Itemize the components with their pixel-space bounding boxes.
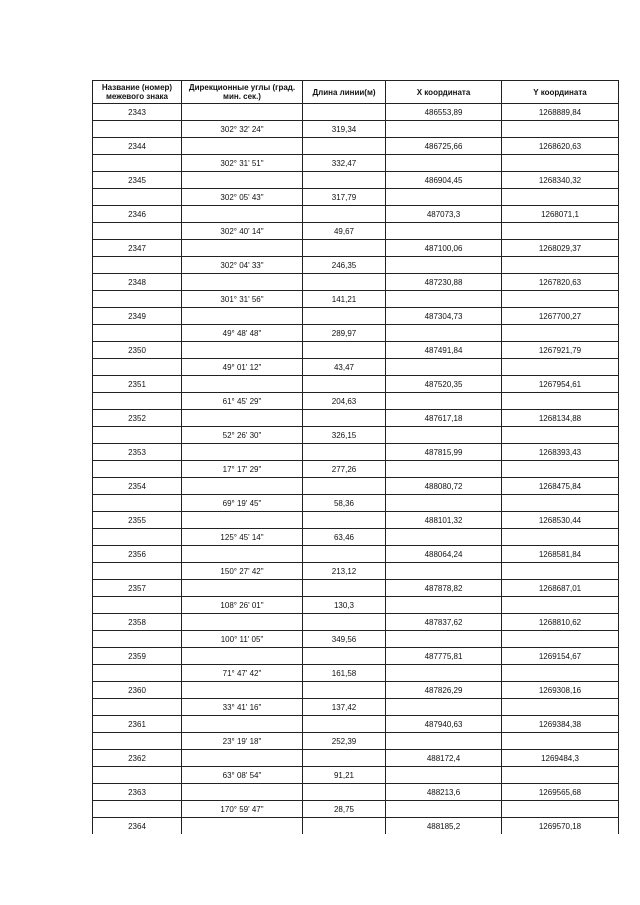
segment-length: 289,97 bbox=[303, 325, 386, 342]
empty-cell bbox=[502, 359, 619, 376]
segment-angle: 125° 45' 14" bbox=[182, 529, 303, 546]
segment-length: 213,12 bbox=[303, 563, 386, 580]
segment-angle: 61° 45' 29" bbox=[182, 393, 303, 410]
empty-cell bbox=[303, 818, 386, 835]
empty-cell bbox=[182, 104, 303, 121]
empty-cell bbox=[182, 478, 303, 495]
empty-cell bbox=[182, 308, 303, 325]
point-x: 486725,66 bbox=[386, 138, 502, 155]
empty-cell bbox=[386, 767, 502, 784]
segment-length: 137,42 bbox=[303, 699, 386, 716]
empty-cell bbox=[502, 427, 619, 444]
point-row bbox=[93, 818, 619, 835]
point-name: 2346 bbox=[93, 206, 182, 223]
segment-row bbox=[93, 393, 619, 410]
segment-angle: 108° 26' 01" bbox=[182, 597, 303, 614]
empty-cell bbox=[93, 291, 182, 308]
point-y: 1268475,84 bbox=[502, 478, 619, 495]
segment-row bbox=[93, 257, 619, 274]
segment-row bbox=[93, 801, 619, 818]
segment-angle: 17° 17' 29" bbox=[182, 461, 303, 478]
empty-cell bbox=[93, 189, 182, 206]
point-y: 1268340,32 bbox=[502, 172, 619, 189]
segment-length: 349,56 bbox=[303, 631, 386, 648]
point-row bbox=[93, 614, 619, 631]
point-row bbox=[93, 240, 619, 257]
segment-row bbox=[93, 223, 619, 240]
empty-cell bbox=[303, 750, 386, 767]
point-x: 487520,35 bbox=[386, 376, 502, 393]
empty-cell bbox=[303, 342, 386, 359]
point-row bbox=[93, 546, 619, 563]
point-x: 488185,2 bbox=[386, 818, 502, 835]
empty-cell bbox=[386, 427, 502, 444]
header-length: Длина линии(м) bbox=[303, 81, 386, 104]
segment-row bbox=[93, 291, 619, 308]
empty-cell bbox=[502, 223, 619, 240]
point-y: 1269384,38 bbox=[502, 716, 619, 733]
point-x: 487100,06 bbox=[386, 240, 502, 257]
point-x: 487837,62 bbox=[386, 614, 502, 631]
point-name: 2347 bbox=[93, 240, 182, 257]
point-row bbox=[93, 274, 619, 291]
point-y: 1268581,84 bbox=[502, 546, 619, 563]
segment-angle: 302° 32' 24" bbox=[182, 121, 303, 138]
point-name: 2363 bbox=[93, 784, 182, 801]
segment-length: 246,35 bbox=[303, 257, 386, 274]
segment-length: 63,46 bbox=[303, 529, 386, 546]
point-x: 487815,99 bbox=[386, 444, 502, 461]
empty-cell bbox=[182, 444, 303, 461]
point-name: 2343 bbox=[93, 104, 182, 121]
segment-row bbox=[93, 665, 619, 682]
empty-cell bbox=[182, 614, 303, 631]
empty-cell bbox=[303, 580, 386, 597]
point-y: 1269570,18 bbox=[502, 818, 619, 835]
point-row bbox=[93, 308, 619, 325]
header-y: Y координата bbox=[502, 81, 619, 104]
segment-angle: 301° 31' 56" bbox=[182, 291, 303, 308]
empty-cell bbox=[93, 393, 182, 410]
empty-cell bbox=[93, 563, 182, 580]
empty-cell bbox=[502, 631, 619, 648]
segment-row bbox=[93, 733, 619, 750]
empty-cell bbox=[93, 801, 182, 818]
point-x: 487826,29 bbox=[386, 682, 502, 699]
empty-cell bbox=[182, 172, 303, 189]
empty-cell bbox=[386, 733, 502, 750]
empty-cell bbox=[303, 274, 386, 291]
segment-angle: 33° 41' 16" bbox=[182, 699, 303, 716]
point-name: 2349 bbox=[93, 308, 182, 325]
empty-cell bbox=[182, 750, 303, 767]
empty-cell bbox=[303, 308, 386, 325]
empty-cell bbox=[93, 597, 182, 614]
segment-row bbox=[93, 529, 619, 546]
empty-cell bbox=[303, 478, 386, 495]
point-y: 1267820,63 bbox=[502, 274, 619, 291]
point-row bbox=[93, 580, 619, 597]
point-name: 2364 bbox=[93, 818, 182, 835]
segment-row bbox=[93, 563, 619, 580]
empty-cell bbox=[386, 325, 502, 342]
empty-cell bbox=[502, 393, 619, 410]
empty-cell bbox=[93, 325, 182, 342]
header-x: X координата bbox=[386, 81, 502, 104]
header-angle: Дирекционные углы (град. мин. сек.) bbox=[182, 81, 303, 104]
empty-cell bbox=[303, 444, 386, 461]
point-y: 1268071,1 bbox=[502, 206, 619, 223]
segment-angle: 69° 19' 45" bbox=[182, 495, 303, 512]
empty-cell bbox=[182, 716, 303, 733]
segment-row bbox=[93, 495, 619, 512]
point-y: 1268620,63 bbox=[502, 138, 619, 155]
empty-cell bbox=[93, 461, 182, 478]
point-row bbox=[93, 750, 619, 767]
point-y: 1267954,61 bbox=[502, 376, 619, 393]
segment-row bbox=[93, 699, 619, 716]
segment-angle: 52° 26' 30" bbox=[182, 427, 303, 444]
empty-cell bbox=[93, 495, 182, 512]
empty-cell bbox=[502, 767, 619, 784]
empty-cell bbox=[303, 206, 386, 223]
empty-cell bbox=[386, 393, 502, 410]
segment-row bbox=[93, 155, 619, 172]
empty-cell bbox=[182, 648, 303, 665]
segment-angle: 63° 08' 54" bbox=[182, 767, 303, 784]
segment-angle: 302° 05' 43" bbox=[182, 189, 303, 206]
segment-angle: 302° 31' 51" bbox=[182, 155, 303, 172]
empty-cell bbox=[182, 240, 303, 257]
boundary-table-sheet bbox=[92, 80, 613, 834]
empty-cell bbox=[386, 189, 502, 206]
point-x: 488064,24 bbox=[386, 546, 502, 563]
point-name: 2357 bbox=[93, 580, 182, 597]
boundary-points-table bbox=[92, 80, 619, 834]
empty-cell bbox=[93, 631, 182, 648]
segment-angle: 302° 40' 14" bbox=[182, 223, 303, 240]
empty-cell bbox=[303, 716, 386, 733]
segment-angle: 302° 04' 33" bbox=[182, 257, 303, 274]
segment-length: 161,58 bbox=[303, 665, 386, 682]
segment-length: 43,47 bbox=[303, 359, 386, 376]
point-row bbox=[93, 444, 619, 461]
empty-cell bbox=[303, 376, 386, 393]
empty-cell bbox=[303, 172, 386, 189]
empty-cell bbox=[386, 529, 502, 546]
empty-cell bbox=[386, 291, 502, 308]
segment-angle: 71° 47' 42" bbox=[182, 665, 303, 682]
empty-cell bbox=[502, 291, 619, 308]
point-name: 2361 bbox=[93, 716, 182, 733]
point-name: 2353 bbox=[93, 444, 182, 461]
segment-length: 49,67 bbox=[303, 223, 386, 240]
segment-row bbox=[93, 631, 619, 648]
empty-cell bbox=[93, 223, 182, 240]
empty-cell bbox=[502, 801, 619, 818]
empty-cell bbox=[303, 240, 386, 257]
point-name: 2348 bbox=[93, 274, 182, 291]
point-x: 487073,3 bbox=[386, 206, 502, 223]
point-row bbox=[93, 512, 619, 529]
point-x: 486904,45 bbox=[386, 172, 502, 189]
segment-row bbox=[93, 427, 619, 444]
point-y: 1268687,01 bbox=[502, 580, 619, 597]
empty-cell bbox=[502, 563, 619, 580]
point-x: 487304,73 bbox=[386, 308, 502, 325]
segment-length: 28,75 bbox=[303, 801, 386, 818]
point-y: 1267921,79 bbox=[502, 342, 619, 359]
point-y: 1268889,84 bbox=[502, 104, 619, 121]
segment-length: 277,26 bbox=[303, 461, 386, 478]
empty-cell bbox=[502, 529, 619, 546]
point-x: 488080,72 bbox=[386, 478, 502, 495]
point-y: 1269154,67 bbox=[502, 648, 619, 665]
segment-length: 130,3 bbox=[303, 597, 386, 614]
empty-cell bbox=[303, 138, 386, 155]
empty-cell bbox=[502, 665, 619, 682]
segment-length: 326,15 bbox=[303, 427, 386, 444]
empty-cell bbox=[303, 614, 386, 631]
segment-length: 91,21 bbox=[303, 767, 386, 784]
point-name: 2362 bbox=[93, 750, 182, 767]
point-x: 487230,88 bbox=[386, 274, 502, 291]
segment-length: 204,63 bbox=[303, 393, 386, 410]
point-y: 1269308,16 bbox=[502, 682, 619, 699]
empty-cell bbox=[93, 529, 182, 546]
point-x: 488172,4 bbox=[386, 750, 502, 767]
point-y: 1269565,68 bbox=[502, 784, 619, 801]
empty-cell bbox=[93, 699, 182, 716]
point-name: 2355 bbox=[93, 512, 182, 529]
point-row bbox=[93, 716, 619, 733]
point-row bbox=[93, 172, 619, 189]
empty-cell bbox=[303, 546, 386, 563]
point-x: 487940,63 bbox=[386, 716, 502, 733]
empty-cell bbox=[182, 546, 303, 563]
point-row bbox=[93, 648, 619, 665]
empty-cell bbox=[182, 274, 303, 291]
empty-cell bbox=[182, 410, 303, 427]
point-row bbox=[93, 104, 619, 121]
empty-cell bbox=[502, 155, 619, 172]
empty-cell bbox=[502, 325, 619, 342]
empty-cell bbox=[182, 682, 303, 699]
point-row bbox=[93, 478, 619, 495]
empty-cell bbox=[386, 461, 502, 478]
empty-cell bbox=[182, 784, 303, 801]
empty-cell bbox=[386, 121, 502, 138]
point-row bbox=[93, 784, 619, 801]
segment-length: 58,36 bbox=[303, 495, 386, 512]
segment-row bbox=[93, 121, 619, 138]
point-x: 486553,89 bbox=[386, 104, 502, 121]
point-x: 487491,84 bbox=[386, 342, 502, 359]
point-name: 2352 bbox=[93, 410, 182, 427]
empty-cell bbox=[502, 699, 619, 716]
segment-row bbox=[93, 189, 619, 206]
point-row bbox=[93, 138, 619, 155]
empty-cell bbox=[182, 206, 303, 223]
empty-cell bbox=[386, 631, 502, 648]
segment-angle: 49° 48' 48" bbox=[182, 325, 303, 342]
empty-cell bbox=[93, 665, 182, 682]
point-x: 487775,81 bbox=[386, 648, 502, 665]
point-name: 2360 bbox=[93, 682, 182, 699]
empty-cell bbox=[93, 121, 182, 138]
empty-cell bbox=[502, 189, 619, 206]
point-name: 2344 bbox=[93, 138, 182, 155]
segment-row bbox=[93, 597, 619, 614]
empty-cell bbox=[386, 699, 502, 716]
point-x: 488213,6 bbox=[386, 784, 502, 801]
segment-angle: 100° 11' 05" bbox=[182, 631, 303, 648]
point-name: 2359 bbox=[93, 648, 182, 665]
point-y: 1268530,44 bbox=[502, 512, 619, 529]
point-row bbox=[93, 376, 619, 393]
point-name: 2356 bbox=[93, 546, 182, 563]
empty-cell bbox=[386, 597, 502, 614]
empty-cell bbox=[303, 512, 386, 529]
point-y: 1268393,43 bbox=[502, 444, 619, 461]
empty-cell bbox=[182, 138, 303, 155]
empty-cell bbox=[93, 427, 182, 444]
empty-cell bbox=[386, 495, 502, 512]
empty-cell bbox=[303, 648, 386, 665]
point-row bbox=[93, 410, 619, 427]
segment-length: 319,34 bbox=[303, 121, 386, 138]
point-y: 1268029,37 bbox=[502, 240, 619, 257]
segment-length: 141,21 bbox=[303, 291, 386, 308]
point-x: 487617,18 bbox=[386, 410, 502, 427]
empty-cell bbox=[93, 257, 182, 274]
empty-cell bbox=[182, 376, 303, 393]
empty-cell bbox=[386, 155, 502, 172]
empty-cell bbox=[93, 733, 182, 750]
empty-cell bbox=[386, 359, 502, 376]
point-y: 1267700,27 bbox=[502, 308, 619, 325]
segment-angle: 49° 01' 12" bbox=[182, 359, 303, 376]
point-y: 1268810,62 bbox=[502, 614, 619, 631]
point-row bbox=[93, 682, 619, 699]
empty-cell bbox=[182, 580, 303, 597]
empty-cell bbox=[182, 342, 303, 359]
point-row bbox=[93, 206, 619, 223]
segment-row bbox=[93, 767, 619, 784]
point-name: 2351 bbox=[93, 376, 182, 393]
empty-cell bbox=[182, 818, 303, 835]
table-header-row bbox=[93, 81, 619, 104]
empty-cell bbox=[386, 223, 502, 240]
empty-cell bbox=[303, 104, 386, 121]
empty-cell bbox=[386, 801, 502, 818]
empty-cell bbox=[386, 563, 502, 580]
header-name: Название (номер) межевого знака bbox=[93, 81, 182, 104]
point-row bbox=[93, 342, 619, 359]
segment-angle: 150° 27' 42" bbox=[182, 563, 303, 580]
empty-cell bbox=[93, 359, 182, 376]
segment-angle: 23° 19' 18" bbox=[182, 733, 303, 750]
empty-cell bbox=[93, 155, 182, 172]
empty-cell bbox=[303, 410, 386, 427]
segment-length: 252,39 bbox=[303, 733, 386, 750]
segment-angle: 170° 59' 47" bbox=[182, 801, 303, 818]
segment-row bbox=[93, 461, 619, 478]
empty-cell bbox=[386, 257, 502, 274]
point-name: 2354 bbox=[93, 478, 182, 495]
empty-cell bbox=[502, 257, 619, 274]
empty-cell bbox=[93, 767, 182, 784]
empty-cell bbox=[182, 512, 303, 529]
point-y: 1269484,3 bbox=[502, 750, 619, 767]
empty-cell bbox=[502, 597, 619, 614]
point-y: 1268134,88 bbox=[502, 410, 619, 427]
empty-cell bbox=[502, 733, 619, 750]
segment-length: 317,79 bbox=[303, 189, 386, 206]
empty-cell bbox=[386, 665, 502, 682]
empty-cell bbox=[502, 121, 619, 138]
empty-cell bbox=[502, 495, 619, 512]
segment-row bbox=[93, 359, 619, 376]
empty-cell bbox=[303, 784, 386, 801]
segment-row bbox=[93, 325, 619, 342]
empty-cell bbox=[502, 461, 619, 478]
point-name: 2345 bbox=[93, 172, 182, 189]
point-x: 487878,82 bbox=[386, 580, 502, 597]
empty-cell bbox=[303, 682, 386, 699]
point-x: 488101,32 bbox=[386, 512, 502, 529]
table-body bbox=[93, 104, 619, 835]
point-name: 2350 bbox=[93, 342, 182, 359]
point-name: 2358 bbox=[93, 614, 182, 631]
segment-length: 332,47 bbox=[303, 155, 386, 172]
